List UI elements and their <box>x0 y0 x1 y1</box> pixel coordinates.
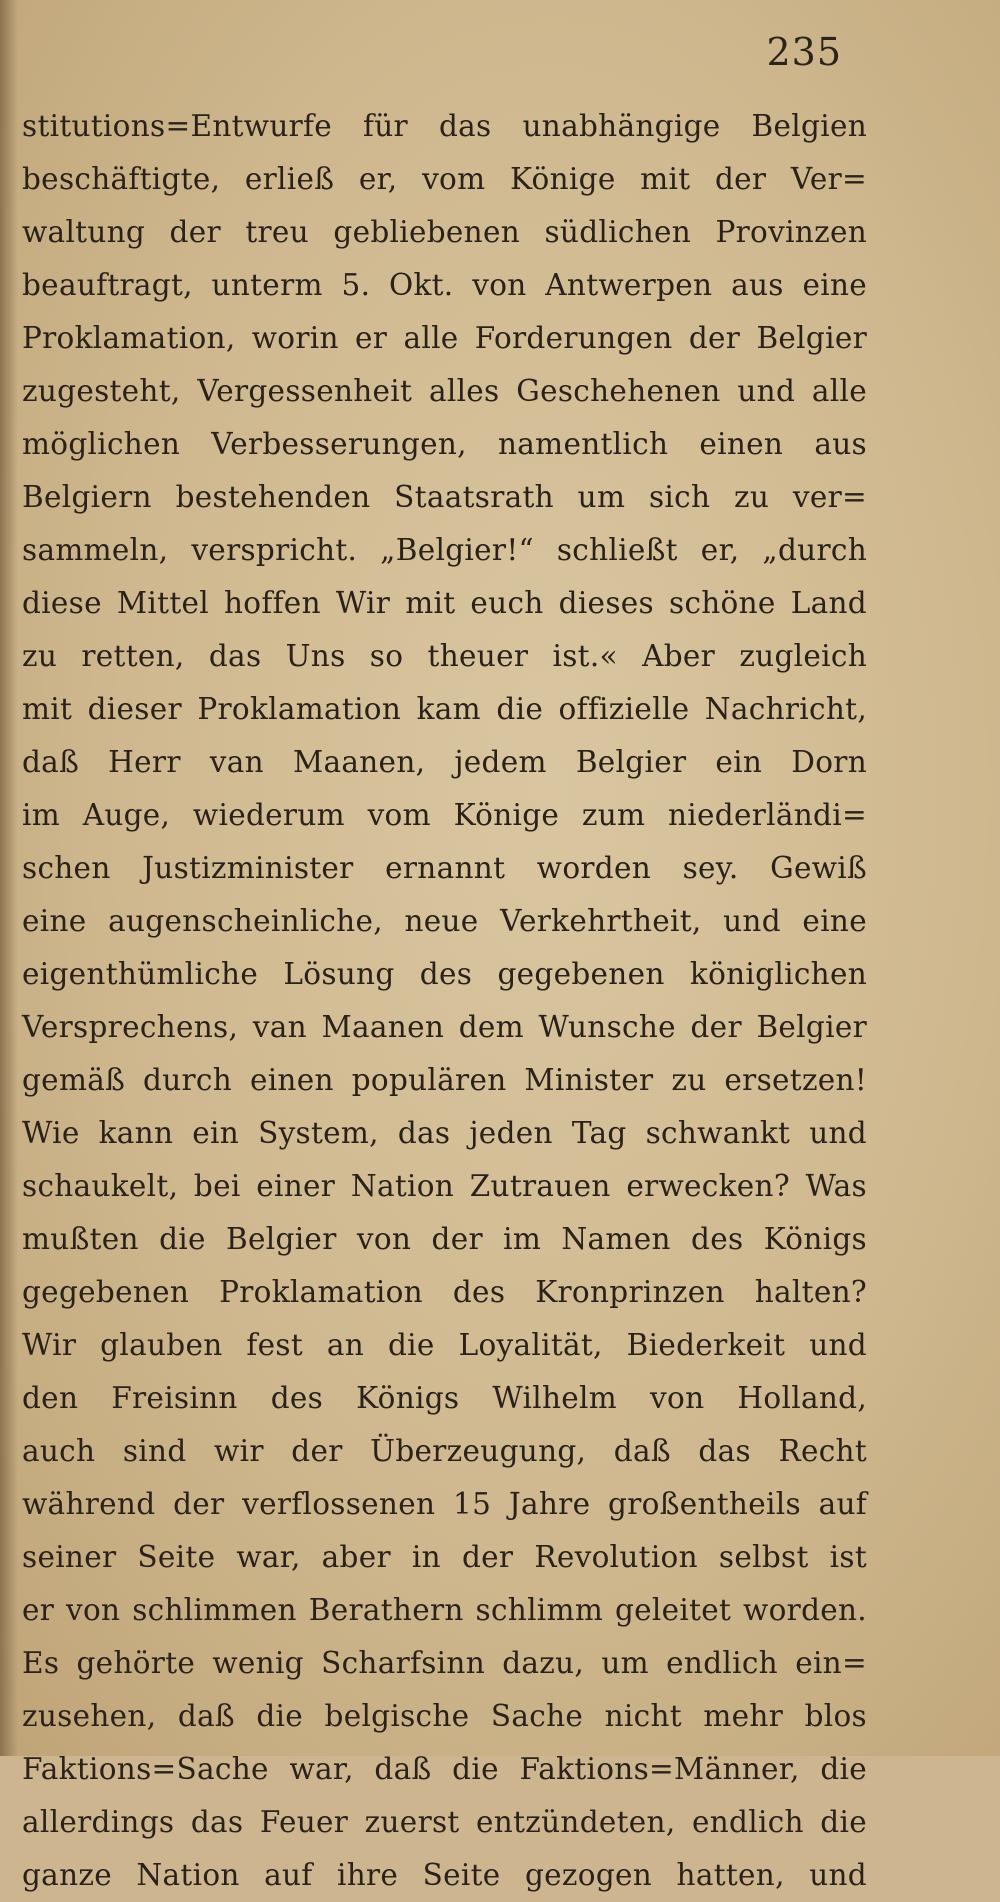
text-line: Belgiern bestehenden Staatsrath um sich zu ver= <box>22 480 867 514</box>
text-line: sammeln, verspricht. „Belgier!“ schließt er, „durch <box>22 533 867 567</box>
text-line: gegebenen Proklamation des Kronprinzen halten? <box>22 1275 867 1309</box>
text-line: Versprechens, van Maanen dem Wunsche der Belgier <box>22 1010 867 1044</box>
text-line: daß Herr van Maanen, jedem Belgier ein Dorn <box>22 745 867 779</box>
text-line: ganze Nation auf ihre Seite gezogen hatten, und <box>22 1858 867 1892</box>
text-line: während der verflossenen 15 Jahre großentheils auf <box>22 1487 867 1521</box>
text-line: Wie kann ein System, das jeden Tag schwankt und <box>22 1116 867 1150</box>
text-line: Wir glauben fest an die Loyalität, Biederkeit und <box>22 1328 867 1362</box>
text-line: auch sind wir der Überzeugung, daß das Recht <box>22 1434 867 1468</box>
text-line: zu retten, das Uns so theuer ist.« Aber zugleich <box>22 639 867 673</box>
text-line: stitutions=Entwurfe für das unabhängige Belgien <box>22 109 867 143</box>
text-line: mit dieser Proklamation kam die offizielle Nachricht, <box>22 692 867 726</box>
text-line: eine augenscheinliche, neue Verkehrtheit, und eine <box>22 904 867 938</box>
text-line: eigenthümliche Lösung des gegebenen königlichen <box>22 957 867 991</box>
page-gutter-shadow <box>0 0 18 1756</box>
text-line: zugesteht, Vergessenheit alles Geschehenen und alle <box>22 374 867 408</box>
text-line: möglichen Verbesserungen, namentlich einen aus <box>22 427 867 461</box>
text-line: zusehen, daß die belgische Sache nicht mehr blos <box>22 1699 867 1733</box>
text-line: schen Justizminister ernannt worden sey. Gewiß <box>22 851 867 885</box>
page-number: 235 <box>766 30 842 74</box>
text-line: diese Mittel hoffen Wir mit euch dieses schöne Land <box>22 586 867 620</box>
text-line: Es gehörte wenig Scharfsinn dazu, um endlich ein= <box>22 1646 867 1680</box>
text-line: waltung der treu gebliebenen südlichen Provinzen <box>22 215 867 249</box>
text-line: schaukelt, bei einer Nation Zutrauen erwecken? Was <box>22 1169 867 1203</box>
text-line: Faktions=Sache war, daß die Faktions=Männer, die <box>22 1752 867 1786</box>
text-line: im Auge, wiederum vom Könige zum niederländi= <box>22 798 867 832</box>
text-line: er von schlimmen Berathern schlimm geleitet worden. <box>22 1593 867 1627</box>
text-line: beschäftigte, erließ er, vom Könige mit der Ver= <box>22 162 867 196</box>
text-line: den Freisinn des Königs Wilhelm von Holland, <box>22 1381 867 1415</box>
text-line: mußten die Belgier von der im Namen des Königs <box>22 1222 867 1256</box>
text-line: Proklamation, worin er alle Forderungen der Belgier <box>22 321 867 355</box>
text-line: gemäß durch einen populären Minister zu ersetzen! <box>22 1063 867 1097</box>
text-line: allerdings das Feuer zuerst entzündeten, endlich die <box>22 1805 867 1839</box>
body-text <box>22 100 867 1902</box>
text-line: seiner Seite war, aber in der Revolution selbst ist <box>22 1540 867 1574</box>
text-line: beauftragt, unterm 5. Okt. von Antwerpen aus eine <box>22 268 867 302</box>
